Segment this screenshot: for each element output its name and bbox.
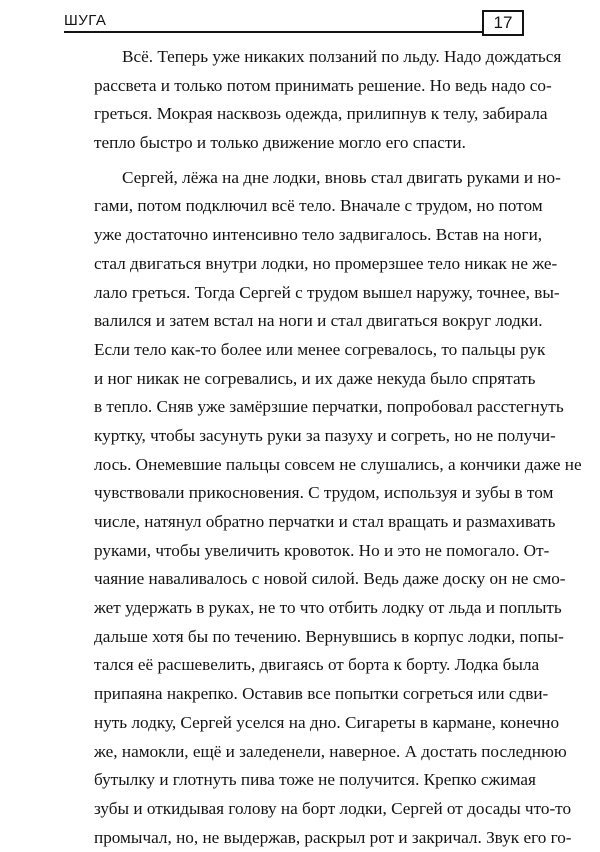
text-line: гами, потом подключил всё тело. Вначале с трудом, но потом — [94, 196, 543, 216]
running-header-title: ШУГА — [64, 12, 107, 29]
text-line: руками, чтобы увеличить кровоток. Но и это не помогало. От- — [94, 540, 550, 560]
text-line: припаяна накрепко. Оставив все попытки согреться или сдви- — [94, 684, 549, 704]
text-line: Сергей, лёжа на дне лодки, вновь стал двигать руками и но- — [122, 167, 561, 187]
paragraph-2 — [66, 164, 582, 852]
text-line: чаяние наваливалось с новой силой. Ведь даже доску он не смо- — [94, 569, 566, 589]
text-line: лало греться. Тогда Сергей с трудом вышел наружу, точнее, вы- — [94, 282, 560, 302]
text-line: чувствовали прикосновения. С трудом, используя и зубы в том — [94, 483, 554, 503]
page-number: 17 — [482, 10, 524, 36]
text-line: числе, натянул обратно перчатки и стал вращать и размахивать — [94, 512, 556, 531]
text-line: и ног никак не согревались, и их даже некуда было спрятать — [94, 368, 536, 388]
paragraph-1 — [66, 43, 562, 158]
text-line: Если тело как-то более или менее согревалось, то пальцы рук — [94, 339, 546, 359]
text-line: зубы и откидывая голову на борт лодки, Сергей от досады что-то — [94, 798, 572, 818]
text-line: стал двигаться внутри лодки, но промерзшее тело никак не же- — [94, 253, 558, 273]
text-line: куртку, чтобы засунуть руки за пазуху и согреть, но не получи- — [94, 425, 556, 445]
text-line: в тепло. Сняв уже замёрзшие перчатки, попробовал расстегнуть — [94, 397, 564, 417]
body-text — [66, 43, 582, 852]
text-line: промычал, но, не выдержав, раскрыл рот и закричал. Звук его го- — [94, 827, 572, 847]
header-rule — [64, 31, 482, 33]
text-line: рассвета и только потом принимать решение. Но ведь надо со- — [94, 75, 552, 95]
text-line: бутылку и глотнуть пива тоже не получится. Крепко сжимая — [94, 770, 536, 790]
text-line: тался её расшевелить, двигаясь от борта к борту. Лодка была — [94, 655, 540, 675]
text-line: тепло быстро и только движение могло его спасти. — [94, 133, 466, 153]
text-line: жет удержать в руках, не то что отбить лодку от льда и поплыть — [94, 598, 562, 618]
text-line: валился и затем встал на ноги и стал двигаться вокруг лодки. — [94, 311, 543, 331]
running-header — [64, 10, 524, 36]
text-line: Всё. Теперь уже никаких ползаний по льду. Надо дождаться — [122, 47, 562, 66]
text-line: дальше хотя бы по течению. Вернувшись в корпус лодки, попы- — [94, 626, 564, 646]
text-line: лось. Онемевшие пальцы совсем не слушались, а кончики даже не — [94, 454, 582, 474]
text-line: греться. Мокрая насквозь одежда, прилипнув к телу, забирала — [94, 104, 548, 124]
text-line: уже достаточно интенсивно тело задвигалось. Встав на ноги, — [94, 225, 543, 245]
text-line: же, намокли, ещё и заледенели, наверное. А достать последнюю — [94, 741, 567, 761]
text-line: нуть лодку, Сергей уселся на дно. Сигареты в кармане, конечно — [94, 712, 560, 732]
